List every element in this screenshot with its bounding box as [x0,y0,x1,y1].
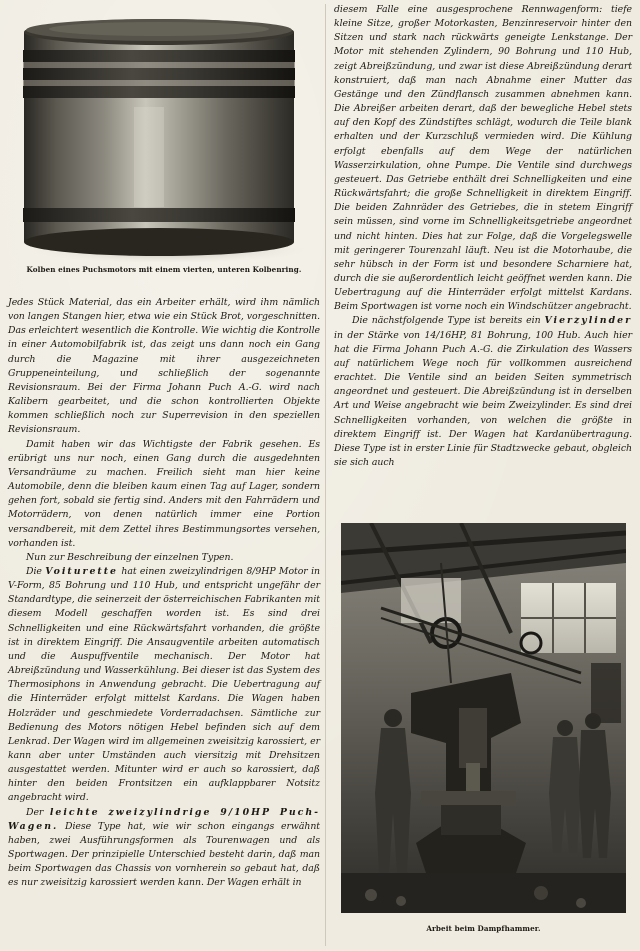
paragraph-lead: Die nächstfolgende Type ist bereits ein [352,315,541,327]
paragraph-lead: Die [26,565,42,577]
steam-hammer-illustration [341,523,626,913]
paragraph: Jedes Stück Material, das ein Arbeiter erhält, wird ihm nämlich von langen Stangen hier, etwa wie ein Stück Brot, vorgeschnitten. Das erleichtert wesentlich die Kontrolle. Wie wichtig die Kontrolle in einer Automobilfabrik ist, das zeigt uns dann noch ein Gang durch die Magazine mit ihrer ausgezeichneten Gruppeneinteilung, und schließlich der sogenannte Revisionsraum. Bei der Firma Johann Puch A.-G. wird nach Kalibern gearbeitet, und die schon kontrollierten Objekte kommen schließlich noch zur Superrevision in den speziellen Revisionsraum. [8,297,320,436]
paragraph-vierzylinder [334,314,632,470]
paragraph: diesem Falle eine ausgesprochene Rennwagenform: tiefe kleine Sitze, großer Motorkasten, Benzinreservoir hinter den Sitzen und stark nach rückwärts geneigte Lenkstange. Der Motor mit stehenden Zylindern, 90 Bohrung und 110 Hub, zeigt Abreißzündung, und zwar ist diese Abreißzündung derart konstruiert, daß man nach Abnahme einer Mutter das Gestänge und den Zündflansch zusammen abnehmen kann. Die Abreißer arbeiten derart, daß der bewegliche Hebel stets auf den Kopf des Zündstiftes schlägt, wodurch die Teile blank erhalten und der Kurzschluß vermieden wird. Die Kühlung erfolgt ebenfalls auf dem Wege der natürlichen Wasserzirkulation, ohne Pumpe. Die Ventile sind durchwegs gesteuert. Das Getriebe enthält drei Schnelligkeiten und eine Rückwärtsfahrt; die große Schnelligkeit in direktem Eingriff. Die beiden Zahnräder des Getriebes, die in stetem Eingriff sein müssen, sind vorne im Schnelligkeitsgetriebe angeordnet und nicht hinten. Dies hat zur Folge, daß die Vorgelegswelle mit geringerer Tourenzahl läuft. Neu ist die Motorhaube, die sehr hübsch in der Form ist und besondere Scharniere hat, durch die sie außerordentlich leicht geöffnet werden kann. Die Uebertragung auf die Hinterräder erfolgt mittelst Kardans. Beim Sportwagen ist vorne noch ein Windschützer angebracht. [334,4,632,313]
paragraph: Damit haben wir das Wichtigste der Fabrik gesehen. Es erübrigt uns nur noch, einen Gang durch die ausgedehnten Versandräume zu machen. Freilich sieht man hier keine Automobile, denn die bleiben kaum einen Tag auf Lager, sondern gehen fort, sobald sie fertig sind. Anders mit den Fahrrädern und Motorrädern, von denen natürlich immer eine Portion versandbereit, mit dem Zettel ihres Bestimmungsortes versehen, vorhanden ist. [8,438,320,549]
paragraph-body: hat einen zweizylindrigen 8/9HP Motor in V-Form, 85 Bohrung und 110 Hub, und entspricht ungefähr der Standardtype, die seinerzeit der österreichischen Fabrikanten mit diesem Modell geschaffen worden ist. Es sind drei Schnelligkeiten und eine Rückwärtsfahrt vorhanden, die größte ist in direktem Eingriff. Die Ansaugventile arbeiten automatisch und die Auspuffventile mechanisch. Der Motor hat Abreißzündung und Wasserkühlung. Bei dieser ist das System des Thermosiphons in Anwendung gebracht. Die Uebertragung auf die Hinterräder erfolgt mittelst Kardans. Die Wagen haben Holzräder und geschmiedete Vorderradachsen. Sämtliche zur Bedienung des Motors nötigen Hebel befinden sich auf dem Lenkrad. Der Wagen wird im allgemeinen zweisitzig karossiert, er kann aber unter Umständen auch viersitzig mit Drehsitzen ausgestattet werden. Mitunter wird er auch so karossiert, daß hinter den beiden Frontsitzen ein aufklappbarer Notsitz angebracht wird. [8,565,320,804]
voiturette-heading: Voiturette [45,565,118,577]
right-column [334,0,632,470]
paragraph-body: Diese Type hat, wie wir schon eingangs erwähnt haben, zwei Ausführungsformen als Tourenwagen und als Sportwagen. Der prinzipielle Unterschied besteht darin, daß man beim Sportwagen das Chassis von vornherein so gebaut hat, daß es nur zweisitzig karossiert werden kann. Der Wagen erhält in [8,820,320,889]
paragraph-lead: Der [26,806,44,818]
piston-caption: Kolben eines Puchsmotors mit einem vierten, unteren Kolbenring. [26,265,302,274]
left-column [8,0,320,891]
paragraph-zweizylinder [8,806,320,891]
paragraph: Nun zur Beschreibung der einzelnen Typen. [26,551,234,563]
right-column-text [334,3,632,470]
column-divider [325,4,326,946]
steam-hammer-caption: Arbeit beim Dampfhammer. [426,924,541,933]
piston-photo [19,12,309,262]
piston-illustration [19,12,309,262]
zweizylinder-heading: leichte zweizylindrige 9/10HP Puch-Wagen. [8,806,321,832]
paragraph-voiturette [8,565,320,806]
steam-hammer-photo [341,523,626,913]
left-column-text [8,296,320,891]
paragraph-body: in der Stärke von 14/16HP, 81 Bohrung, 100 Hub. Auch hier hat die Firma Johann Puch A.-G. die Zirkulation des Wassers auf natürlichem Wege noch für vollkommen ausreichend erachtet. Die Ventile sind an beiden Seiten symmetrisch angeordnet und gesteuert. Die Abreißzündung ist in derselben Art und Weise angebracht wie beim Zweizylinder. Es sind drei Schnelligkeiten vorhanden, von welchen die größte in direktem Eingriff ist. Der Wagen hat Kardanübertragung. Diese Type ist in erster Linie für Stadtzwecke gebaut, obgleich sie sich auch [334,329,632,468]
vierzylinder-heading: Vierzylinder [544,315,632,327]
